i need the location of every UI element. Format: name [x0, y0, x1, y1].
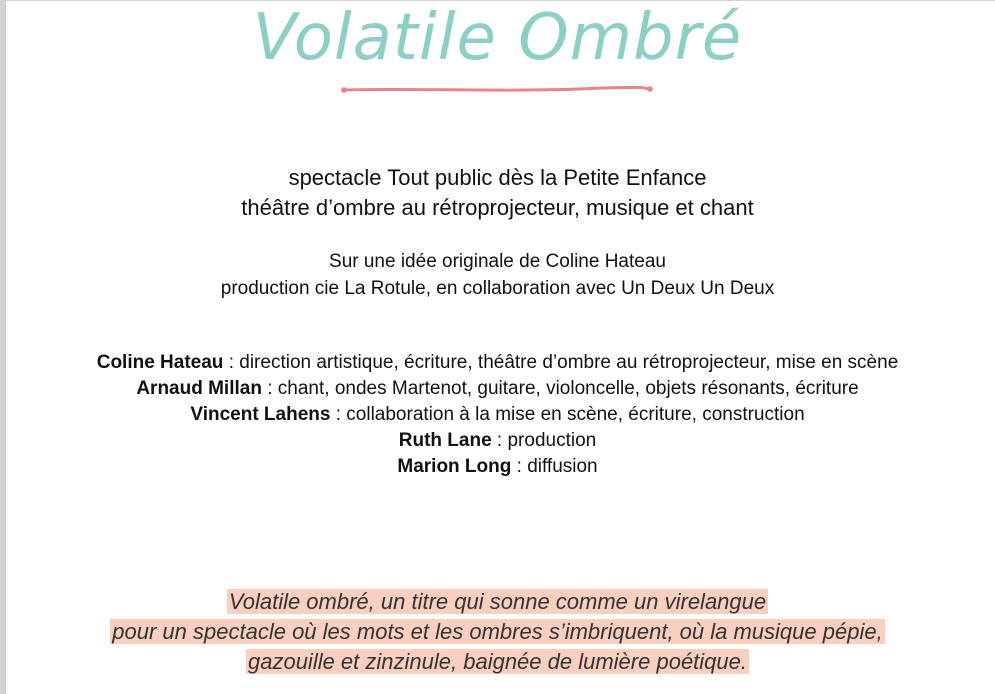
document-title: Volatile Ombré: [252, 1, 743, 75]
quote-highlight: pour un spectacle où les mots et les ombres s’imbriquent, où la musique pépie,: [112, 619, 883, 644]
quote-line: [0, 647, 995, 677]
team-member-name: Vincent Lahens: [190, 404, 331, 425]
pitch-quote: [0, 587, 995, 677]
team-member-role: : collaboration à la mise en scène, écriture, construction: [330, 404, 805, 425]
team-member-name: Ruth Lane: [398, 430, 492, 451]
quote-line: [0, 587, 995, 617]
title-underline: [338, 83, 656, 97]
credits-line: Sur une idée originale de Coline Hateau: [329, 251, 666, 272]
team-member-role: : direction artistique, écriture, théâtre d’ombre au rétroprojecteur, mise en scène: [223, 352, 899, 373]
team-list: [0, 350, 995, 480]
team-member: [0, 428, 995, 454]
team-member: [0, 350, 995, 376]
team-member-name: Coline Hateau: [96, 352, 224, 373]
credits: [0, 248, 995, 302]
quote-highlight: gazouille et zinzinule, baignée de lumière poétique.: [247, 649, 747, 674]
credits-line: production cie La Rotule, en collaboration avec Un Deux Un Deux: [220, 278, 775, 299]
subtitle-line: théâtre d’ombre au rétroprojecteur, musique et chant: [241, 195, 754, 220]
subtitle-line: spectacle Tout public dès la Petite Enfance: [288, 165, 707, 190]
quote-highlight: Volatile ombré, un titre qui sonne comme un virelangue: [228, 589, 767, 614]
show-subtitle: [0, 163, 995, 223]
team-member: [0, 402, 995, 428]
team-member-role: : production: [491, 430, 597, 451]
quote-line: [0, 617, 995, 647]
team-member: [0, 376, 995, 402]
team-member: [0, 454, 995, 480]
team-member-name: Marion Long: [397, 456, 512, 477]
team-member-name: Arnaud Millan: [136, 378, 262, 399]
team-member-role: : diffusion: [511, 456, 598, 477]
team-member-role: : chant, ondes Martenot, guitare, violoncelle, objets résonants, écriture: [261, 378, 859, 399]
